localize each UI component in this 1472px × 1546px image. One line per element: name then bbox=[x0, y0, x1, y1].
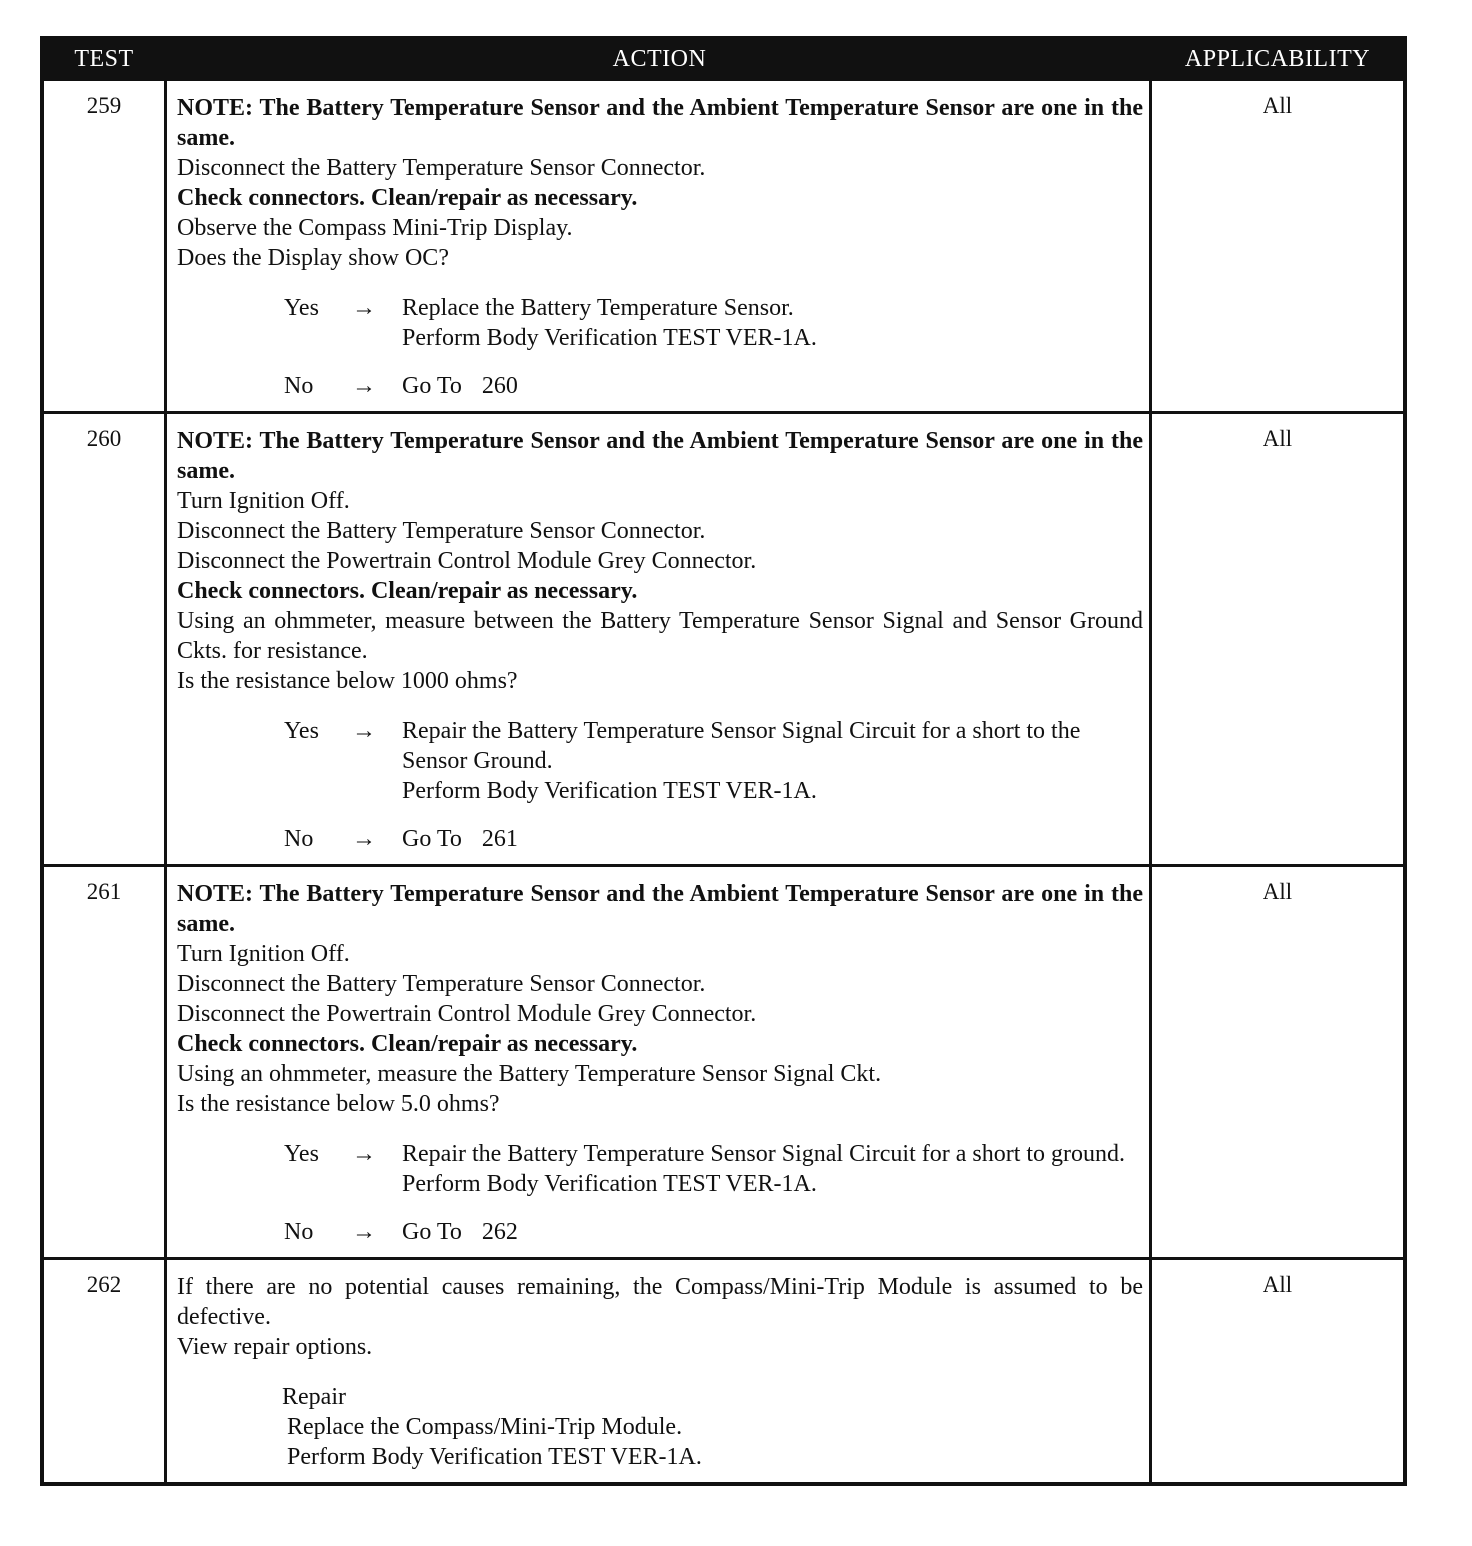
step-text: Disconnect the Powertrain Control Module Grey Connector. bbox=[177, 1001, 757, 1027]
arrow-icon: → bbox=[352, 826, 376, 852]
applicability-value: All bbox=[1262, 426, 1293, 451]
result-text: Repair the Battery Temperature Sensor Signal Circuit for a short to the Sensor Ground. bbox=[402, 718, 1081, 774]
repair-steps bbox=[177, 1412, 1143, 1472]
question-text: Is the resistance below 1000 ohms? bbox=[177, 668, 518, 694]
note-text: NOTE: The Battery Temperature Sensor and the Ambient Temperature Sensor are one in the same. bbox=[177, 95, 1143, 151]
goto-link[interactable]: 262 bbox=[481, 1219, 518, 1245]
no-label: No bbox=[284, 826, 314, 852]
step-text: Check connectors. Clean/repair as necessary. bbox=[177, 185, 638, 211]
header-action: ACTION bbox=[164, 40, 1152, 78]
test-number: 262 bbox=[86, 1272, 122, 1297]
applicability-value: All bbox=[1262, 93, 1293, 118]
header-applicability: APPLICABILITY bbox=[1184, 45, 1371, 72]
step-text: Using an ohmmeter, measure between the Battery Temperature Sensor Signal and Sensor Ground Ckts. for resistance. bbox=[177, 608, 1143, 664]
step-text: Disconnect the Powertrain Control Module Grey Connector. bbox=[177, 548, 757, 574]
step-text: Using an ohmmeter, measure the Battery Temperature Sensor Signal Ckt. bbox=[177, 1061, 882, 1087]
action-cell bbox=[164, 867, 1152, 1257]
yes-branch bbox=[177, 716, 1143, 806]
goto-link[interactable]: 260 bbox=[481, 373, 518, 399]
intro-text: If there are no potential causes remaining, the Compass/Mini-Trip Module is assumed to be defective. bbox=[177, 1274, 1143, 1330]
test-number: 260 bbox=[86, 426, 122, 451]
result-text: Replace the Battery Temperature Sensor. bbox=[402, 295, 794, 321]
repair-label: Repair bbox=[282, 1384, 346, 1410]
question-text: Is the resistance below 5.0 ohms? bbox=[177, 1091, 500, 1117]
result-text: Perform Body Verification TEST VER-1A. bbox=[402, 325, 817, 351]
step-text: Disconnect the Battery Temperature Sensor Connector. bbox=[177, 971, 706, 997]
result-text: Repair the Battery Temperature Sensor Signal Circuit for a short to ground. bbox=[402, 1141, 1126, 1167]
test-number: 259 bbox=[86, 93, 122, 118]
result-text: Perform Body Verification TEST VER-1A. bbox=[402, 778, 817, 804]
arrow-icon: → bbox=[352, 1219, 376, 1245]
arrow-icon: → bbox=[352, 718, 376, 744]
applicability-value: All bbox=[1262, 1272, 1293, 1297]
yes-label: Yes bbox=[284, 1141, 319, 1167]
note-text: NOTE: The Battery Temperature Sensor and the Ambient Temperature Sensor are one in the same. bbox=[177, 881, 1143, 937]
yes-branch bbox=[177, 1139, 1143, 1199]
step-text: Turn Ignition Off. bbox=[177, 941, 350, 967]
view-options-text: View repair options. bbox=[177, 1334, 373, 1360]
table-row bbox=[44, 78, 1403, 411]
no-label: No bbox=[284, 1219, 314, 1245]
table-row bbox=[44, 411, 1403, 864]
note-text: NOTE: The Battery Temperature Sensor and the Ambient Temperature Sensor are one in the same. bbox=[177, 428, 1143, 484]
test-number: 261 bbox=[86, 879, 122, 904]
repair-step: Perform Body Verification TEST VER-1A. bbox=[287, 1444, 702, 1470]
goto-link[interactable]: 261 bbox=[481, 826, 518, 852]
no-branch bbox=[177, 371, 1143, 401]
table-header bbox=[44, 40, 1403, 78]
action-cell bbox=[164, 414, 1152, 864]
no-branch bbox=[177, 1217, 1143, 1247]
question-text: Does the Display show OC? bbox=[177, 245, 449, 271]
step-text: Check connectors. Clean/repair as necessary. bbox=[177, 578, 638, 604]
table-row bbox=[44, 864, 1403, 1257]
no-label: No bbox=[284, 373, 314, 399]
arrow-icon: → bbox=[352, 1141, 376, 1167]
step-text: Turn Ignition Off. bbox=[177, 488, 350, 514]
yes-label: Yes bbox=[284, 295, 319, 321]
goto-label: Go To bbox=[402, 1219, 462, 1245]
step-text: Disconnect the Battery Temperature Sensor Connector. bbox=[177, 518, 706, 544]
table-row bbox=[44, 1257, 1403, 1482]
step-text: Observe the Compass Mini-Trip Display. bbox=[177, 215, 573, 241]
goto-label: Go To bbox=[402, 373, 462, 399]
applicability-value: All bbox=[1262, 879, 1293, 904]
header-test: TEST bbox=[74, 45, 134, 72]
yes-label: Yes bbox=[284, 718, 319, 744]
arrow-icon: → bbox=[352, 295, 376, 321]
step-text: Check connectors. Clean/repair as necessary. bbox=[177, 1031, 638, 1057]
no-branch bbox=[177, 824, 1143, 854]
action-cell bbox=[164, 81, 1152, 411]
result-text: Perform Body Verification TEST VER-1A. bbox=[402, 1171, 817, 1197]
repair-step: Replace the Compass/Mini-Trip Module. bbox=[287, 1414, 683, 1440]
action-cell bbox=[164, 1260, 1152, 1482]
diagnostic-test-table bbox=[40, 36, 1407, 1486]
yes-branch bbox=[177, 293, 1143, 353]
arrow-icon: → bbox=[352, 373, 376, 399]
goto-label: Go To bbox=[402, 826, 462, 852]
step-text: Disconnect the Battery Temperature Sensor Connector. bbox=[177, 155, 706, 181]
